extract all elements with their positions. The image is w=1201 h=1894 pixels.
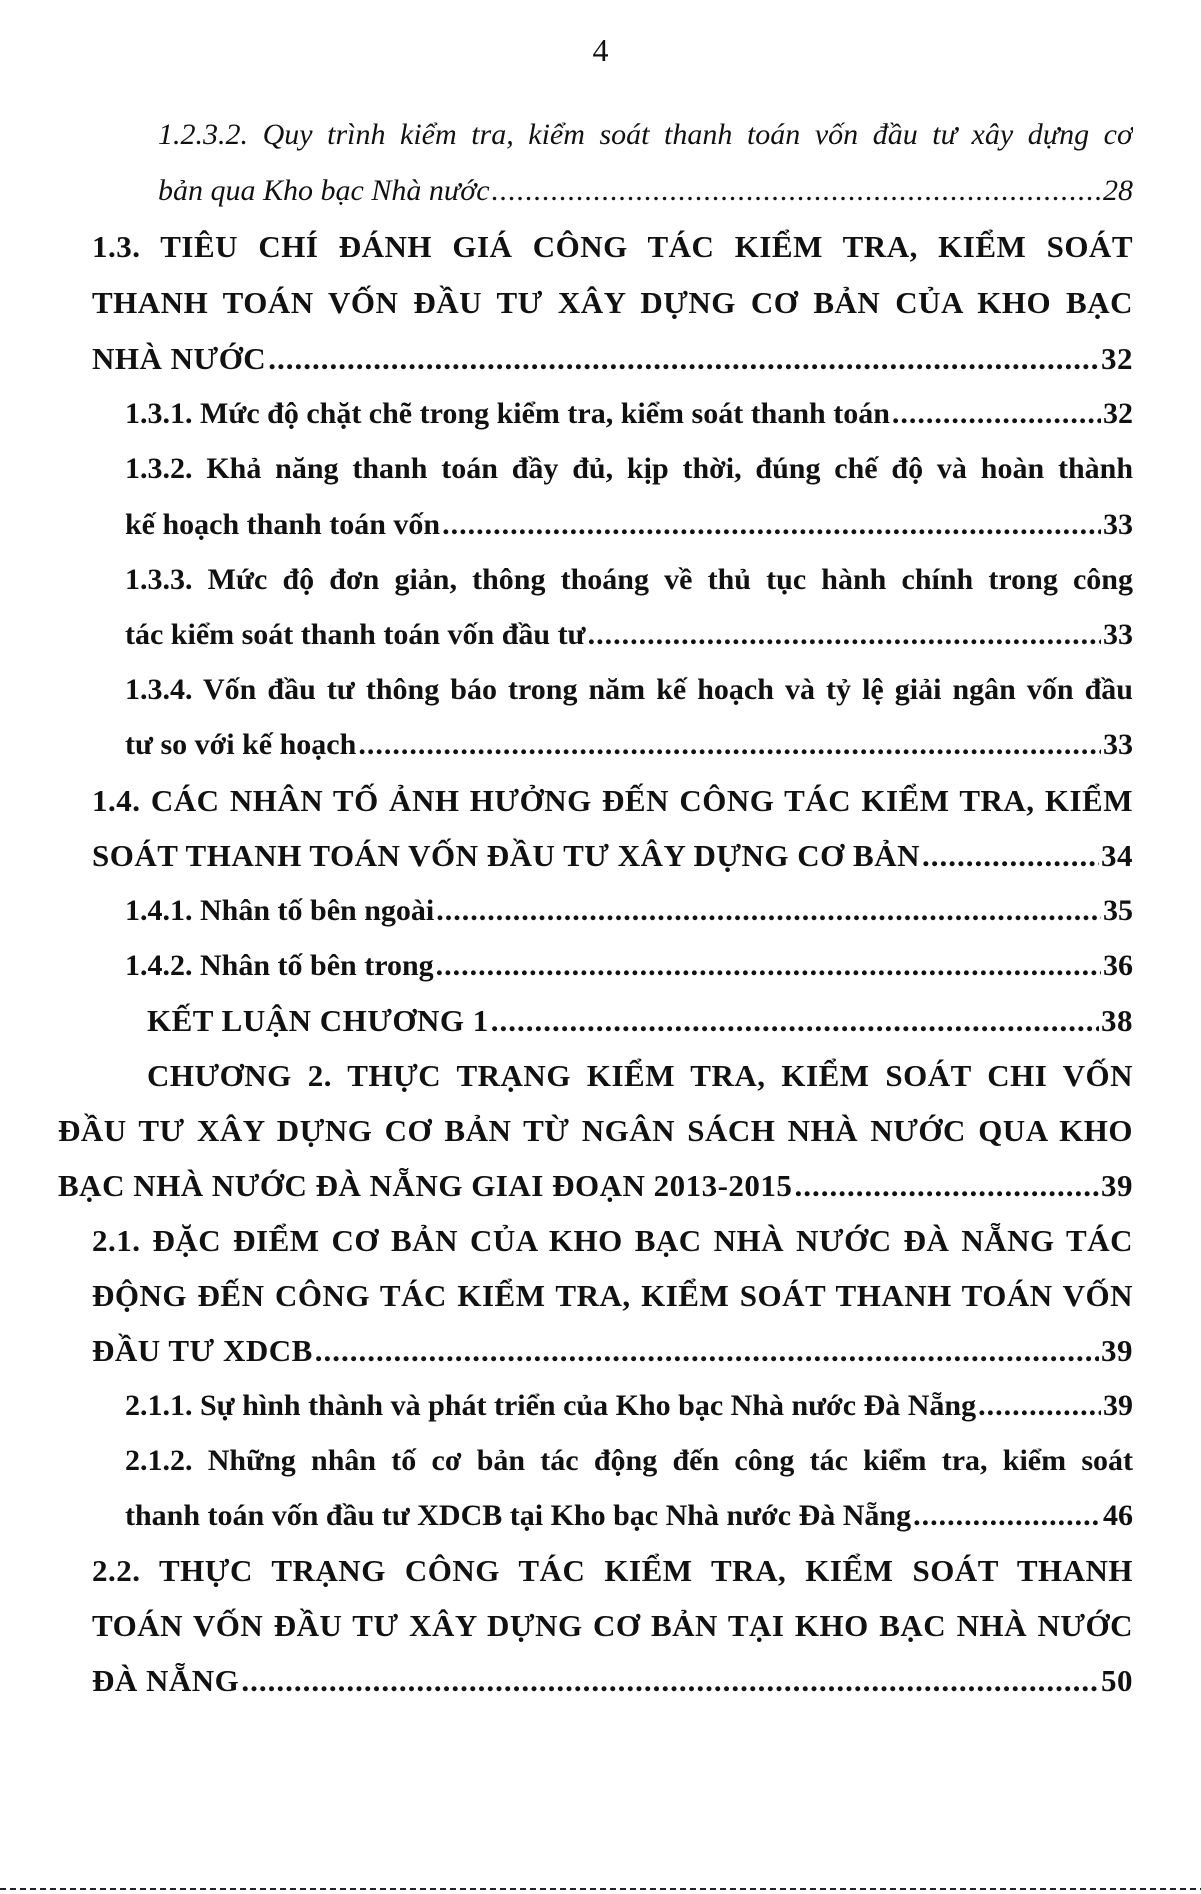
dot-leader <box>922 833 1099 879</box>
toc-section-1-4-line1[interactable]: 1.4. CÁC NHÂN TỐ ẢNH HƯỞNG ĐẾN CÔNG TÁC KIỂM TRA, KIỂM <box>92 783 1133 818</box>
toc-entry-title: ĐÀ NẴNG <box>92 1663 240 1698</box>
toc-section-1-3-line3[interactable] <box>92 336 1133 382</box>
dot-leader <box>358 722 1101 768</box>
toc-section-2-2-line2[interactable]: TOÁN VỐN ĐẦU TƯ XÂY DỰNG CƠ BẢN TẠI KHO BẠC NHÀ NƯỚC <box>92 1608 1133 1643</box>
toc-section-1-3-line1[interactable]: 1.3. TIÊU CHÍ ĐÁNH GIÁ CÔNG TÁC KIỂM TRA, KIỂM SOÁT <box>92 229 1133 264</box>
dot-leader <box>436 943 1101 989</box>
toc-entry-title: bản qua Kho bạc Nhà nước <box>158 174 490 207</box>
toc-entry-1-3-4-line1[interactable]: 1.3.4. Vốn đầu tư thông báo trong năm kế hoạch và tỷ lệ giải ngân vốn đầu <box>125 673 1133 706</box>
toc-section-2-1-line3[interactable] <box>92 1328 1133 1374</box>
toc-page-number: 46 <box>1103 1499 1133 1532</box>
toc-entry-title: tư so với kế hoạch <box>125 728 357 761</box>
dot-leader <box>268 336 1099 382</box>
toc-page-number: 36 <box>1103 949 1133 982</box>
toc-entry-1-3-3-line1[interactable]: 1.3.3. Mức độ đơn giản, thông thoáng về thủ tục hành chính trong công <box>125 563 1133 596</box>
dot-leader <box>436 888 1101 934</box>
toc-entry-title: KẾT LUẬN CHƯƠNG 1 <box>147 1003 489 1038</box>
dot-leader <box>492 168 1101 214</box>
dot-leader <box>794 1163 1099 1209</box>
toc-chapter-2-line3[interactable] <box>58 1163 1133 1209</box>
dot-leader <box>442 502 1101 548</box>
dot-leader <box>978 1383 1101 1429</box>
toc-entry-1-3-4-line2[interactable] <box>125 722 1133 768</box>
toc-entry-title: BẠC NHÀ NƯỚC ĐÀ NẴNG GIAI ĐOẠN 2013-2015 <box>58 1168 793 1203</box>
dot-leader <box>588 612 1101 658</box>
toc-section-2-2-line3[interactable] <box>92 1658 1133 1704</box>
toc-entry-1-2-3-2-line2[interactable] <box>158 168 1133 214</box>
dot-leader <box>892 391 1101 437</box>
footer-dashed-rule <box>0 1888 1201 1890</box>
toc-section-1-3-line2[interactable]: THANH TOÁN VỐN ĐẦU TƯ XÂY DỰNG CƠ BẢN CỦA KHO BẠC <box>92 285 1133 320</box>
toc-entry-title: 1.3.1. Mức độ chặt chẽ trong kiểm tra, kiểm soát thanh toán <box>125 397 890 430</box>
toc-chapter-2-line2[interactable]: ĐẦU TƯ XÂY DỰNG CƠ BẢN TỪ NGÂN SÁCH NHÀ NƯỚC QUA KHO <box>58 1113 1133 1148</box>
toc-page-number: 32 <box>1103 397 1133 430</box>
toc-section-1-4-line2[interactable] <box>92 833 1133 879</box>
toc-page-number: 33 <box>1103 508 1133 541</box>
toc-page-number: 35 <box>1103 894 1133 927</box>
toc-entry-1-3-2-line1[interactable]: 1.3.2. Khả năng thanh toán đầy đủ, kịp thời, đúng chế độ và hoàn thành <box>125 452 1133 485</box>
dot-leader <box>241 1658 1099 1704</box>
toc-entry-1-4-1[interactable] <box>125 888 1133 934</box>
toc-page-number: 38 <box>1101 1003 1133 1038</box>
toc-section-2-2-line1[interactable]: 2.2. THỰC TRẠNG CÔNG TÁC KIỂM TRA, KIỂM SOÁT THANH <box>92 1553 1133 1588</box>
dot-leader <box>913 1493 1101 1539</box>
toc-entry-title: thanh toán vốn đầu tư XDCB tại Kho bạc Nhà nước Đà Nẵng <box>125 1499 912 1532</box>
toc-entry-2-1-1[interactable] <box>125 1383 1133 1429</box>
toc-entry-title: 2.1.1. Sự hình thành và phát triển của Kho bạc Nhà nước Đà Nẵng <box>125 1389 977 1422</box>
toc-entry-title: 1.4.1. Nhân tố bên ngoài <box>125 894 435 927</box>
toc-entry-1-3-1[interactable] <box>125 391 1133 437</box>
toc-page-number: 32 <box>1101 341 1133 376</box>
toc-page-number: 39 <box>1103 1389 1133 1422</box>
toc-entry-title: NHÀ NƯỚC <box>92 341 267 376</box>
toc-entry-title: SOÁT THANH TOÁN VỐN ĐẦU TƯ XÂY DỰNG CƠ BẢN <box>92 838 920 873</box>
toc-page-number: 39 <box>1101 1168 1133 1203</box>
toc-entry-1-2-3-2-line1[interactable]: 1.2.3.2. Quy trình kiểm tra, kiểm soát thanh toán vốn đầu tư xây dựng cơ <box>158 118 1133 151</box>
toc-section-2-1-line1[interactable]: 2.1. ĐẶC ĐIỂM CƠ BẢN CỦA KHO BẠC NHÀ NƯỚC ĐÀ NẴNG TÁC <box>92 1223 1133 1258</box>
page-number: 4 <box>592 32 609 68</box>
toc-page-number: 33 <box>1103 618 1133 651</box>
toc-page-number: 33 <box>1103 728 1133 761</box>
toc-entry-1-3-3-line2[interactable] <box>125 612 1133 658</box>
toc-page-number: 28 <box>1103 174 1133 207</box>
dot-leader <box>315 1328 1099 1374</box>
toc-entry-title: tác kiểm soát thanh toán vốn đầu tư <box>125 618 586 651</box>
toc-entry-title: 1.4.2. Nhân tố bên trong <box>125 949 434 982</box>
toc-page-number: 50 <box>1101 1663 1133 1698</box>
dot-leader <box>491 998 1099 1044</box>
toc-section-2-1-line2[interactable]: ĐỘNG ĐẾN CÔNG TÁC KIỂM TRA, KIỂM SOÁT THANH TOÁN VỐN <box>92 1278 1133 1313</box>
toc-entry-title: kế hoạch thanh toán vốn <box>125 508 441 541</box>
toc-page-number: 34 <box>1101 838 1133 873</box>
toc-entry-1-3-2-line2[interactable] <box>125 502 1133 548</box>
toc-entry-2-1-2-line2[interactable] <box>125 1493 1133 1539</box>
toc-entry-1-4-2[interactable] <box>125 943 1133 989</box>
toc-conclusion-chapter-1[interactable] <box>147 998 1133 1044</box>
toc-chapter-2-line1[interactable]: CHƯƠNG 2. THỰC TRẠNG KIỂM TRA, KIỂM SOÁT CHI VỐN <box>147 1058 1133 1093</box>
toc-page-number: 39 <box>1101 1333 1133 1368</box>
toc-entry-2-1-2-line1[interactable]: 2.1.2. Những nhân tố cơ bản tác động đến công tác kiểm tra, kiểm soát <box>125 1444 1133 1477</box>
toc-entry-title: ĐẦU TƯ XDCB <box>92 1333 313 1368</box>
